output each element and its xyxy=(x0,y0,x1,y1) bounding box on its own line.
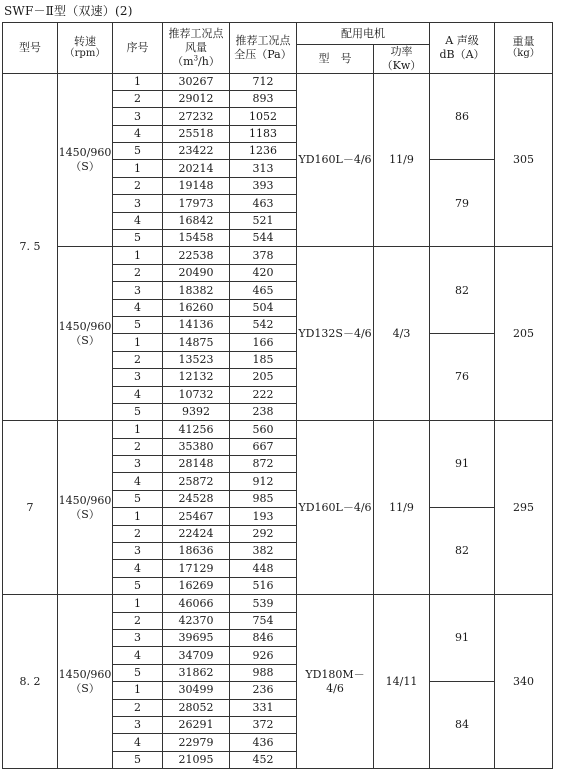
header-pressure-title: 推荐工况点 xyxy=(235,34,291,47)
seq-cell: 5 xyxy=(113,230,163,247)
seq-cell: 1 xyxy=(113,595,163,612)
airflow-cell: 17973 xyxy=(163,195,230,212)
table-body xyxy=(3,73,553,769)
pressure-cell: 544 xyxy=(230,230,297,247)
pressure-cell: 985 xyxy=(230,490,297,507)
seq-cell: 2 xyxy=(113,264,163,281)
airflow-cell: 28052 xyxy=(163,699,230,716)
seq-cell: 5 xyxy=(113,577,163,594)
table-row xyxy=(3,247,553,264)
airflow-cell: 39695 xyxy=(163,630,230,647)
pressure-cell: 331 xyxy=(230,699,297,716)
airflow-cell: 23422 xyxy=(163,143,230,160)
header-weight xyxy=(495,23,553,74)
pressure-cell: 185 xyxy=(230,351,297,368)
header-airflow-title: 推荐工况点 xyxy=(168,27,224,41)
speed-cell xyxy=(58,73,113,247)
airflow-cell: 13523 xyxy=(163,351,230,368)
pressure-cell: 292 xyxy=(230,525,297,542)
header-noise xyxy=(430,23,495,74)
airflow-cell: 25872 xyxy=(163,473,230,490)
noise-cell: 91 xyxy=(430,421,495,508)
speed-cell-value: 1450/960 xyxy=(58,320,112,334)
seq-cell: 3 xyxy=(113,543,163,560)
airflow-cell: 46066 xyxy=(163,595,230,612)
pressure-cell: 448 xyxy=(230,560,297,577)
fan-spec-table xyxy=(2,22,553,769)
document-title: SWF－Ⅱ型（双速）(2) xyxy=(4,4,133,18)
motor-model-cell: YD160L－4/6 xyxy=(297,73,374,247)
airflow-cell: 16842 xyxy=(163,212,230,229)
airflow-cell: 24528 xyxy=(163,490,230,507)
pressure-cell: 1183 xyxy=(230,125,297,142)
seq-cell: 5 xyxy=(113,664,163,681)
header-motor: 配用电机 xyxy=(297,23,430,45)
seq-cell: 3 xyxy=(113,456,163,473)
pressure-cell: 313 xyxy=(230,160,297,177)
header-airflow xyxy=(163,23,230,74)
noise-cell: 86 xyxy=(430,73,495,160)
header-noise-title: A 声级 xyxy=(445,34,479,47)
airflow-cell: 20214 xyxy=(163,160,230,177)
seq-cell: 1 xyxy=(113,421,163,438)
table-row xyxy=(3,595,553,612)
header-weight-title: 重量 xyxy=(512,34,535,48)
seq-cell: 1 xyxy=(113,682,163,699)
airflow-cell: 30267 xyxy=(163,73,230,90)
speed-cell-mode: （S） xyxy=(70,681,100,695)
header-speed-title: 转速 xyxy=(74,34,96,48)
seq-cell: 1 xyxy=(113,73,163,90)
speed-cell-value: 1450/960 xyxy=(58,146,112,160)
model-cell: 7. 5 xyxy=(3,73,58,421)
noise-cell: 79 xyxy=(430,160,495,247)
airflow-label-tail: /h） xyxy=(198,54,220,68)
seq-cell: 3 xyxy=(113,369,163,386)
noise-cell: 82 xyxy=(430,508,495,595)
airflow-cell: 28148 xyxy=(163,456,230,473)
seq-cell: 2 xyxy=(113,699,163,716)
seq-cell: 4 xyxy=(113,647,163,664)
pressure-cell: 222 xyxy=(230,386,297,403)
pressure-cell: 1236 xyxy=(230,143,297,160)
header-pressure xyxy=(230,23,297,74)
table-row xyxy=(3,421,553,438)
airflow-cell: 18382 xyxy=(163,282,230,299)
airflow-cell: 16269 xyxy=(163,577,230,594)
airflow-cell: 22538 xyxy=(163,247,230,264)
pressure-cell: 166 xyxy=(230,334,297,351)
seq-cell: 4 xyxy=(113,473,163,490)
seq-cell: 2 xyxy=(113,351,163,368)
airflow-cell: 14875 xyxy=(163,334,230,351)
seq-cell: 3 xyxy=(113,716,163,733)
airflow-cell: 35380 xyxy=(163,438,230,455)
pressure-cell: 436 xyxy=(230,734,297,751)
airflow-cell: 27232 xyxy=(163,108,230,125)
noise-cell: 91 xyxy=(430,595,495,682)
airflow-cell: 18636 xyxy=(163,543,230,560)
motor-model-cell: YD180M－4/6 xyxy=(297,595,374,769)
seq-cell: 3 xyxy=(113,630,163,647)
airflow-cell: 22979 xyxy=(163,734,230,751)
weight-cell: 205 xyxy=(495,247,553,421)
seq-cell: 4 xyxy=(113,560,163,577)
airflow-cell: 14136 xyxy=(163,316,230,333)
seq-cell: 2 xyxy=(113,90,163,107)
seq-cell: 4 xyxy=(113,125,163,142)
seq-cell: 2 xyxy=(113,438,163,455)
seq-cell: 4 xyxy=(113,734,163,751)
seq-cell: 3 xyxy=(113,108,163,125)
pressure-cell: 754 xyxy=(230,612,297,629)
seq-cell: 4 xyxy=(113,299,163,316)
header-model: 型号 xyxy=(3,23,58,74)
pressure-cell: 846 xyxy=(230,630,297,647)
airflow-cell: 29012 xyxy=(163,90,230,107)
airflow-cell: 15458 xyxy=(163,230,230,247)
pressure-cell: 504 xyxy=(230,299,297,316)
noise-cell: 84 xyxy=(430,682,495,769)
pressure-cell: 667 xyxy=(230,438,297,455)
header-speed xyxy=(58,23,113,74)
seq-cell: 5 xyxy=(113,143,163,160)
seq-cell: 3 xyxy=(113,195,163,212)
seq-cell: 1 xyxy=(113,508,163,525)
seq-cell: 4 xyxy=(113,212,163,229)
airflow-cell: 42370 xyxy=(163,612,230,629)
pressure-cell: 516 xyxy=(230,577,297,594)
header-seq: 序号 xyxy=(113,23,163,74)
pressure-cell: 193 xyxy=(230,508,297,525)
airflow-cell: 25467 xyxy=(163,508,230,525)
pressure-cell: 893 xyxy=(230,90,297,107)
speed-cell-mode: （S） xyxy=(70,159,100,173)
airflow-cell: 25518 xyxy=(163,125,230,142)
seq-cell: 1 xyxy=(113,160,163,177)
pressure-cell: 372 xyxy=(230,716,297,733)
pressure-cell: 521 xyxy=(230,212,297,229)
header-motor-power: 功率（Kw） xyxy=(374,45,430,74)
motor-model-cell: YD160L－4/6 xyxy=(297,421,374,595)
pressure-cell: 912 xyxy=(230,473,297,490)
motor-power-cell: 11/9 xyxy=(374,421,430,595)
speed-cell xyxy=(58,247,113,421)
motor-power-cell: 11/9 xyxy=(374,73,430,247)
header-speed-unit: （rpm） xyxy=(64,48,106,60)
header-weight-unit: （kg） xyxy=(507,48,540,60)
pressure-cell: 712 xyxy=(230,73,297,90)
pressure-cell: 1052 xyxy=(230,108,297,125)
pressure-cell: 542 xyxy=(230,316,297,333)
airflow-cell: 9392 xyxy=(163,403,230,420)
model-cell: 7 xyxy=(3,421,58,595)
airflow-cell: 22424 xyxy=(163,525,230,542)
header-pressure-label: 全压（Pa） xyxy=(234,47,292,61)
seq-cell: 3 xyxy=(113,282,163,299)
seq-cell: 2 xyxy=(113,612,163,629)
header-motor-model: 型 号 xyxy=(297,45,374,74)
airflow-cell: 16260 xyxy=(163,299,230,316)
speed-cell xyxy=(58,421,113,595)
airflow-cell: 17129 xyxy=(163,560,230,577)
seq-cell: 2 xyxy=(113,177,163,194)
weight-cell: 295 xyxy=(495,421,553,595)
pressure-cell: 420 xyxy=(230,264,297,281)
table-header xyxy=(3,23,553,74)
pressure-cell: 378 xyxy=(230,247,297,264)
model-cell: 8. 2 xyxy=(3,595,58,769)
pressure-cell: 465 xyxy=(230,282,297,299)
pressure-cell: 988 xyxy=(230,664,297,681)
pressure-cell: 560 xyxy=(230,421,297,438)
pressure-cell: 205 xyxy=(230,369,297,386)
pressure-cell: 382 xyxy=(230,543,297,560)
airflow-cell: 30499 xyxy=(163,682,230,699)
noise-cell: 82 xyxy=(430,247,495,334)
pressure-cell: 452 xyxy=(230,751,297,768)
seq-cell: 5 xyxy=(113,490,163,507)
airflow-cell: 41256 xyxy=(163,421,230,438)
pressure-cell: 926 xyxy=(230,647,297,664)
seq-cell: 5 xyxy=(113,751,163,768)
header-airflow-label xyxy=(163,41,229,69)
speed-cell-mode: （S） xyxy=(70,507,100,521)
motor-power-cell: 14/11 xyxy=(374,595,430,769)
airflow-cell: 10732 xyxy=(163,386,230,403)
noise-cell: 76 xyxy=(430,334,495,421)
motor-model-cell: YD132S－4/6 xyxy=(297,247,374,421)
seq-cell: 1 xyxy=(113,334,163,351)
airflow-cell: 20490 xyxy=(163,264,230,281)
seq-cell: 5 xyxy=(113,316,163,333)
airflow-cell: 19148 xyxy=(163,177,230,194)
table-row xyxy=(3,73,553,90)
seq-cell: 5 xyxy=(113,403,163,420)
weight-cell: 340 xyxy=(495,595,553,769)
seq-cell: 4 xyxy=(113,386,163,403)
pressure-cell: 236 xyxy=(230,682,297,699)
speed-cell-mode: （S） xyxy=(70,333,100,347)
seq-cell: 1 xyxy=(113,247,163,264)
weight-cell: 305 xyxy=(495,73,553,247)
motor-power-cell: 4/3 xyxy=(374,247,430,421)
pressure-cell: 238 xyxy=(230,403,297,420)
speed-cell-value: 1450/960 xyxy=(58,667,112,681)
pressure-cell: 872 xyxy=(230,456,297,473)
speed-cell-value: 1450/960 xyxy=(58,494,112,508)
airflow-label-text: 风量（m xyxy=(172,40,207,68)
airflow-cell: 26291 xyxy=(163,716,230,733)
pressure-cell: 539 xyxy=(230,595,297,612)
airflow-cell: 31862 xyxy=(163,664,230,681)
airflow-cell: 34709 xyxy=(163,647,230,664)
speed-cell xyxy=(58,595,113,769)
airflow-label-sup: 3 xyxy=(193,53,199,62)
airflow-cell: 12132 xyxy=(163,369,230,386)
pressure-cell: 463 xyxy=(230,195,297,212)
airflow-cell: 21095 xyxy=(163,751,230,768)
seq-cell: 2 xyxy=(113,525,163,542)
pressure-cell: 393 xyxy=(230,177,297,194)
header-noise-unit: dB（A） xyxy=(439,47,485,61)
